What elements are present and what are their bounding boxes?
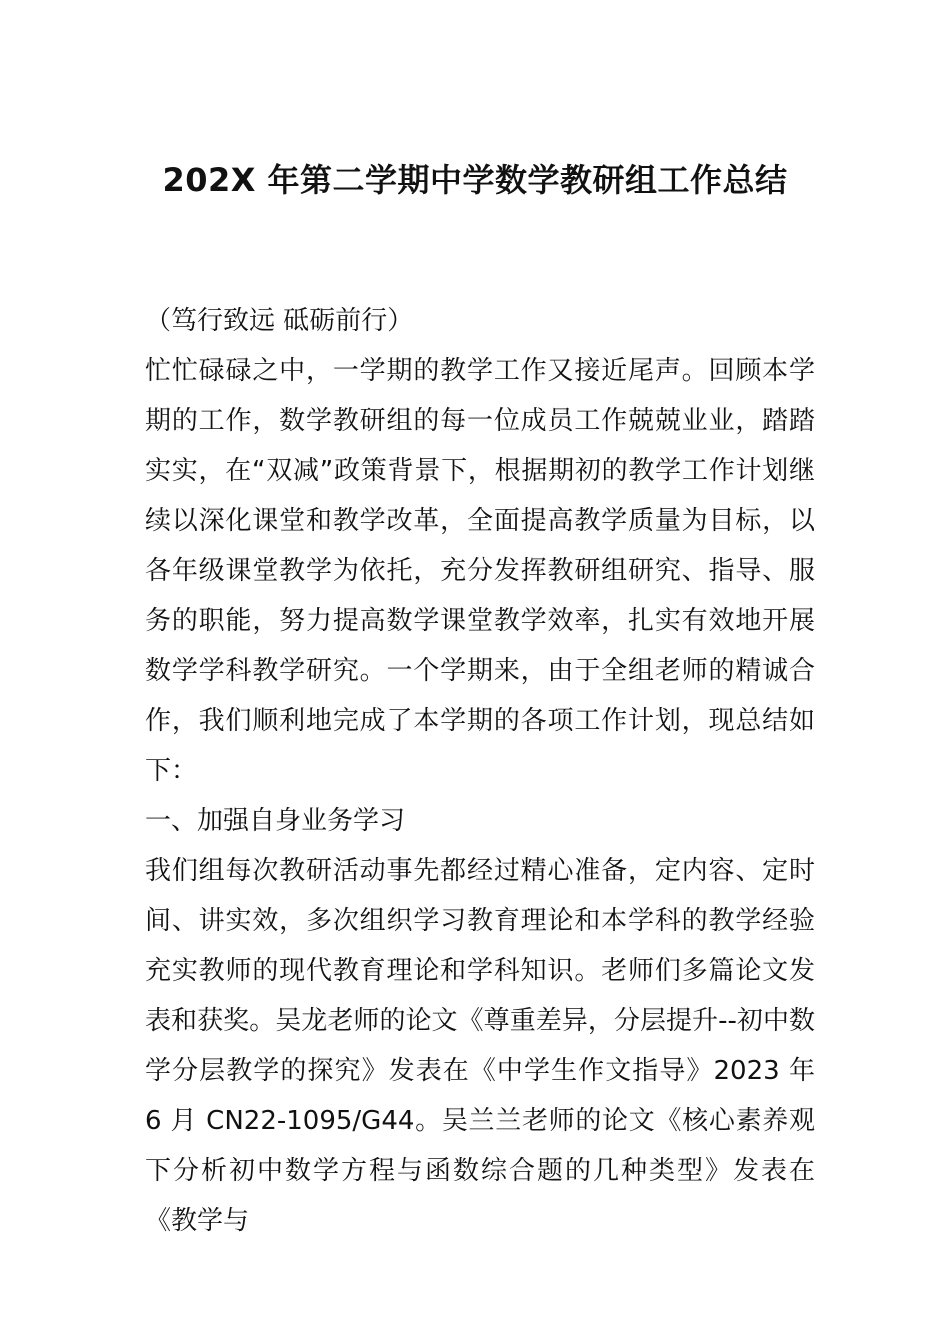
section-heading-1: 一、加强自身业务学习 (145, 806, 406, 836)
intro-paragraph: 忙忙碌碌之中，一学期的教学工作又接近尾声。回顾本学期的工作，数学教研组的每一位成员工作兢兢业业，踏踏实实，在“双减”政策背景下，根据期初的教学工作计划继续以深化课堂和教学改革，全面提高教学质量为目标，以各年级课堂教学为依托，充分发挥教研组研究、指导、服务的职能，努力提高数学课堂教学效率，扎实有效地开展数学学科教学研究。一个学期来，由于全组老师的精诚合作，我们顺利地完成了本学期的各项工作计划，现总结如下： (145, 356, 815, 786)
document-title: 202X 年第二学期中学数学教研组工作总结 (162, 161, 788, 199)
document-body (145, 296, 815, 1246)
section-1-paragraph: 我们组每次教研活动事先都经过精心准备，定内容、定时间、讲实效，多次组织学习教育理论和本学科的教学经验充实教师的现代教育理论和学科知识。老师们多篇论文发表和获奖。吴龙老师的论文《尊重差异，分层提升--初中数学分层教学的探究》发表在《中学生作文指导》2023 年 6 月 CN22-1095/G44。吴兰兰老师的论文《核心素养观下分析初中数学方程与函数综合题的几种类型》发表在《教学与 (145, 856, 815, 1236)
document-subtitle: （笃行致远 砥砺前行） (145, 306, 414, 336)
